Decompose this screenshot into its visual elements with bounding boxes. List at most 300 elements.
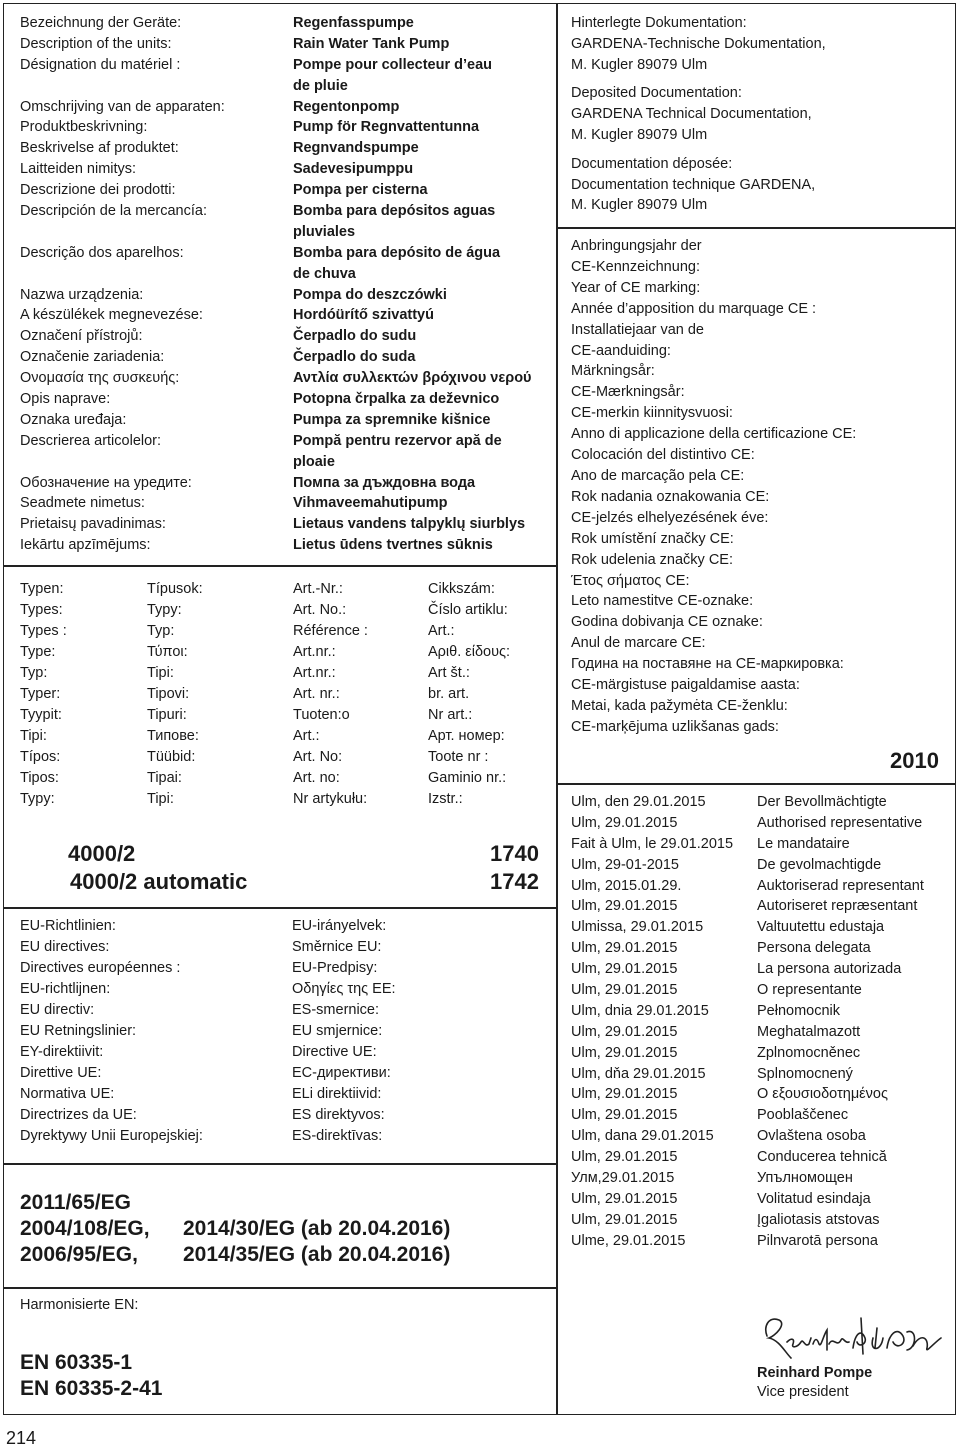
unit-value: Pompă pentru rezervor apă de [293, 432, 502, 449]
ce-label: Year of CE marking: [571, 279, 701, 296]
article-label: br. art. [428, 686, 470, 702]
signature-place-date: Ulm, 29.01.2015 [571, 1086, 678, 1103]
unit-label: A készülékek megnevezése: [20, 307, 203, 324]
article-label: Gaminio nr.: [428, 770, 507, 786]
article-label: Art. No: [293, 749, 343, 765]
documentation-line: Documentation déposée: [571, 155, 733, 172]
unit-value: Potopna črpalka za deževnico [293, 391, 500, 408]
type-label: Type: [20, 644, 56, 660]
unit-label [20, 264, 293, 285]
type-label: Typy: [147, 602, 182, 618]
signature-row [571, 834, 951, 855]
unit-row [20, 493, 552, 514]
unit-label: Omschrijving van de apparaten: [20, 98, 225, 115]
directive-label: EU directives: [20, 939, 110, 955]
ce-label: Leto namestitve CE-oznake: [571, 593, 754, 610]
signature-row [571, 876, 951, 897]
directive-line-2 [20, 1216, 451, 1242]
unit-label: Označenie zariadenia: [20, 349, 165, 366]
types-row [20, 600, 280, 621]
ce-label: Godina dobivanja CE oznake: [571, 614, 763, 631]
signature-role: Auktoriserad representant [757, 877, 924, 894]
unit-value: Sadevesipumppu [293, 161, 414, 178]
directive-label: ES direktyvos: [292, 1107, 385, 1123]
signature-role: De gevolmachtigde [757, 856, 882, 873]
handwritten-signature [757, 1308, 947, 1368]
signature-row [571, 792, 951, 813]
unit-label: Descrição dos aparelhos: [20, 244, 184, 261]
types-row [20, 642, 280, 663]
article-label: Арт. номер: [428, 728, 505, 744]
unit-row [20, 13, 552, 34]
directive-lvd-old: 2006/95/EG, [20, 1243, 138, 1266]
unit-value: de pluie [293, 77, 348, 94]
article-label: Art.-Nr.: [293, 581, 343, 597]
types-row [20, 663, 280, 684]
unit-label [20, 76, 293, 97]
directive-emc-new: 2014/30/EG (ab 20.04.2016) [183, 1217, 451, 1240]
page-number: 214 [6, 1428, 37, 1448]
unit-value: Regentonpomp [293, 98, 400, 115]
unit-value: Bomba para depósitos aguas [293, 203, 496, 220]
types-row [20, 768, 280, 789]
unit-value: Bomba para depósito de água [293, 244, 501, 261]
documentation-line: Documentation technique GARDENA, [571, 176, 816, 193]
signature-row [571, 980, 951, 1001]
ce-year: 2010 [890, 748, 939, 773]
signature-row [571, 855, 951, 876]
signature-row [571, 896, 951, 917]
type-label: Tipi: [147, 665, 174, 681]
signature-place-date: Ulm, den 29.01.2015 [571, 794, 706, 810]
signature-role: La persona autorizada [757, 961, 902, 978]
article-number-labels [293, 579, 553, 810]
model-row-2 [70, 868, 550, 896]
article-label: Référence : [293, 623, 368, 639]
unit-label: Désignation du matériel : [20, 56, 181, 73]
unit-row [20, 389, 552, 410]
unit-row [20, 410, 552, 431]
ce-label: Colocación del distintivo CE: [571, 447, 755, 464]
signature-role: Valtuutettu edustaja [757, 919, 885, 936]
divider-numbers-harmonised [3, 1287, 556, 1289]
directive-label: Dyrektywy Unii Europejskiej: [20, 1128, 203, 1144]
documentation-line: GARDENA-Technische Dokumentation, [571, 35, 826, 52]
directive-label: Οδηγίες της ΕΕ: [292, 981, 396, 997]
unit-label: Nazwa urządzenia: [20, 286, 144, 303]
documentation-line: Hinterlegte Dokumentation: [571, 15, 747, 31]
unit-value: Αντλία συλλεκτών βρόχινου νερού [293, 370, 532, 387]
directive-label: Normativa UE: [20, 1086, 115, 1102]
unit-row [20, 222, 552, 243]
unit-label: Laitteiden nimitys: [20, 161, 137, 178]
ce-label: Година на поставяне на СЕ-маркировка: [571, 656, 844, 673]
directive-numbers [20, 1190, 451, 1268]
directive-lvd-new: 2014/35/EG (ab 20.04.2016) [183, 1243, 451, 1266]
article-row [293, 600, 553, 621]
unit-value: Rain Water Tank Pump [293, 35, 450, 52]
documentation-block [571, 13, 951, 75]
signature-place-date: Ulmissa, 29.01.2015 [571, 919, 704, 936]
types-row [20, 579, 280, 600]
signature-role: Pełnomocnik [757, 1002, 841, 1019]
unit-label: Description of the units: [20, 35, 172, 52]
signature-place-date: Fait à Ulm, le 29.01.2015 [571, 835, 734, 852]
types-row [20, 789, 280, 810]
signature-role: Volitatud esindaja [757, 1190, 871, 1207]
type-label: Types : [20, 623, 67, 639]
documentation-block [571, 83, 951, 145]
unit-value: Vihmaveemahutipump [293, 495, 448, 512]
signature-place-date: Ulm, 29.01.2015 [571, 814, 678, 831]
unit-label [20, 222, 293, 243]
type-label: Types: [20, 602, 63, 618]
ce-label: Ano de marcação pela CE: [571, 467, 745, 484]
documentation-line: Deposited Documentation: [571, 85, 742, 102]
unit-row [20, 452, 552, 473]
unit-value: Regenfasspumpe [293, 15, 414, 31]
types-row [20, 705, 280, 726]
unit-value: de chuva [293, 265, 356, 282]
type-label: Tipuri: [147, 707, 187, 723]
ce-label: Anbringungsjahr der [571, 238, 702, 254]
unit-row [20, 431, 552, 452]
directive-line-1: 2011/65/EG [20, 1191, 131, 1214]
signature-places [571, 792, 951, 1252]
unit-row [20, 117, 552, 138]
article-label: Izstr.: [428, 791, 463, 807]
signature-place-date: Ulm, 29.01.2015 [571, 898, 678, 915]
signature-row [571, 1022, 951, 1043]
article-label: Αριθ. είδους: [428, 644, 511, 660]
type-label: Typen: [20, 581, 64, 597]
ce-label: Rok umístění značky CE: [571, 530, 734, 547]
signature-place-date: Ulm, 29.01.2015 [571, 1149, 678, 1166]
unit-label: Descrizione dei prodotti: [20, 182, 176, 199]
unit-row [20, 473, 552, 494]
unit-label: Označení přístrojů: [20, 328, 143, 345]
signature-row [571, 938, 951, 959]
article-row [293, 705, 553, 726]
signer-name: Reinhard Pompe [757, 1365, 873, 1381]
type-label: Tipi: [20, 728, 47, 744]
signature-row [571, 959, 951, 980]
type-label: Típos: [20, 749, 61, 765]
ce-label: CE-marķējuma uzlikšanas gads: [571, 718, 779, 735]
directive-line-3 [20, 1242, 451, 1268]
ce-label: CE-jelzés elhelyezésének éve: [571, 509, 769, 526]
signature-place-date: Ulm, 29-01-2015 [571, 856, 679, 873]
signature-place-date: Ulm, 29.01.2015 [571, 1211, 678, 1228]
unit-row [20, 138, 552, 159]
unit-label: Ονομασία της συσκευής: [20, 370, 180, 387]
article-label: Nr artykułu: [293, 791, 368, 807]
ce-label: Installatiejaar van de [571, 321, 704, 338]
type-label: Typ: [20, 665, 48, 681]
documentation-line: M. Kugler 89079 Ulm [571, 126, 708, 143]
unit-row [20, 180, 552, 201]
directive-label: EU-richtlijnen: [20, 981, 111, 997]
unit-row [20, 514, 552, 535]
directive-label: EU-Richtlinien: [20, 918, 116, 934]
unit-row [20, 201, 552, 222]
unit-row [20, 243, 552, 264]
unit-row [20, 368, 552, 389]
type-label: Tipi: [147, 791, 174, 807]
unit-label: Prietaisų pavadinimas: [20, 516, 166, 533]
type-label: Tipovi: [147, 686, 190, 702]
unit-label: Descripción de la mercancía: [20, 203, 207, 220]
unit-value: Lietaus vandens talpyklų siurblys [293, 516, 526, 533]
unit-value: pluviales [293, 223, 356, 240]
signature-row [571, 1064, 951, 1085]
directive-label: EU Retningslinier: [20, 1023, 137, 1039]
divider-units-types [3, 565, 556, 567]
signature-role: Įgaliotasis atstovas [757, 1211, 880, 1228]
documentation-line: M. Kugler 89079 Ulm [571, 197, 708, 214]
unit-row [20, 159, 552, 180]
signature-role: Упълномощен [757, 1170, 853, 1187]
article-row [293, 642, 553, 663]
ce-label: Anul de marcare CE: [571, 635, 706, 652]
signature-place-date: Ulm, dana 29.01.2015 [571, 1128, 714, 1145]
signature-row [571, 1001, 951, 1022]
unit-label: Descrierea articolelor: [20, 432, 162, 449]
type-label: Typ: [147, 623, 175, 639]
ce-label: CE-Mærkningsår: [571, 384, 685, 401]
model-name: 4000/2 [68, 841, 136, 866]
unit-row [20, 326, 552, 347]
ce-label: Metai, kada pažymėta CE-ženklu: [571, 697, 788, 714]
article-label: Art.nr.: [293, 644, 336, 660]
directive-label: ЕС-директиви: [292, 1065, 391, 1081]
unit-value: Čerpadlo do sudu [293, 328, 417, 345]
article-row [293, 768, 553, 789]
article-label: Nr art.: [428, 707, 473, 723]
signer-title: Vice president [757, 1384, 849, 1400]
directive-label: Směrnice EU: [292, 939, 382, 955]
type-label: Tipos: [20, 770, 59, 786]
article-row [293, 684, 553, 705]
unit-label: Bezeichnung der Geräte: [20, 15, 182, 31]
signature-row [571, 1147, 951, 1168]
ce-label: Anno di applicazione della certificazione CE: [571, 426, 857, 443]
types-row [20, 726, 280, 747]
unit-row [20, 34, 552, 55]
unit-label: Opis naprave: [20, 391, 111, 408]
documentation-section [571, 13, 951, 224]
unit-label: Beskrivelse af produktet: [20, 140, 179, 157]
type-label: Typy: [20, 791, 55, 807]
article-label: Art.: [428, 623, 455, 639]
documentation-block [571, 154, 951, 216]
signature-role: Conducerea tehnică [757, 1149, 887, 1166]
signature-role: Pilnvarotā persona [757, 1232, 878, 1249]
types-labels [20, 579, 280, 810]
signature-role: O representante [757, 982, 862, 999]
divider-types-directives [3, 907, 556, 909]
type-label: Типове: [147, 728, 199, 744]
unit-label: Iekārtu apzīmējums: [20, 537, 151, 554]
types-row [20, 747, 280, 768]
unit-value: Lietus ūdens tvertnes sūknis [293, 537, 493, 554]
signature-row [571, 1084, 951, 1105]
ce-label: Rok nadania oznakowania CE: [571, 488, 770, 505]
unit-row [20, 97, 552, 118]
signature-place-date: Ulm, 29.01.2015 [571, 940, 678, 957]
article-label: Tuoten:o [293, 707, 350, 723]
standard-item: EN 60335-2-41 [20, 1377, 163, 1400]
article-row [293, 621, 553, 642]
signature-role: Persona delegata [757, 940, 871, 957]
unit-row [20, 305, 552, 326]
type-label: Típusok: [147, 581, 203, 597]
signature-place-date: Ulm, 29.01.2015 [571, 1190, 678, 1207]
signature-place-date: Улм,29.01.2015 [571, 1170, 675, 1187]
directive-label: EU smjernice: [292, 1023, 383, 1039]
unit-label: Обозначение на уредите: [20, 474, 192, 491]
standard-item: EN 60335-1 [20, 1351, 133, 1374]
article-label: Art. nr.: [293, 686, 340, 702]
unit-label: Oznaka uređaja: [20, 411, 127, 428]
article-row [293, 726, 553, 747]
signature-role: Ο εξουσιοδοτημένος [757, 1086, 888, 1103]
unit-row [20, 76, 552, 97]
model-article-number: 1740 [490, 841, 539, 866]
signature-role: Pooblaščenec [757, 1107, 849, 1124]
signature-icon [757, 1308, 947, 1364]
signature-place-date: Ulm, 29.01.2015 [571, 1023, 678, 1040]
model-row-1 [68, 840, 548, 868]
ce-label: CE-merkin kiinnitysvuosi: [571, 405, 733, 422]
directives-labels-left [20, 916, 203, 1147]
unit-value: Pompa do deszczówki [293, 286, 447, 303]
ce-label: CE-märgistuse paigaldamise aasta: [571, 677, 800, 694]
signature-role: Le mandataire [757, 835, 850, 852]
unit-label: Produktbeskrivning: [20, 119, 148, 136]
directive-label: Directive UE: [292, 1044, 377, 1060]
signature-role: Zplnomocněnec [757, 1044, 861, 1061]
signature-place-date: Ulme, 29.01.2015 [571, 1232, 686, 1249]
directive-label: Directives européennes : [20, 960, 181, 976]
directive-label: EU directiv: [20, 1002, 95, 1018]
divider-doc-ce [556, 227, 956, 229]
signature-place-date: Ulm, 29.01.2015 [571, 982, 678, 999]
unit-value: Regnvandspumpe [293, 140, 419, 157]
directive-label: EY-direktiivit: [20, 1044, 104, 1060]
signature-row [571, 1210, 951, 1231]
article-row [293, 747, 553, 768]
article-row [293, 663, 553, 684]
unit-value: Помпа за дъждовна вода [293, 474, 476, 491]
article-label: Art. no: [293, 770, 340, 786]
unit-value: Pompe pour collecteur d’eau [293, 56, 493, 73]
signature-role: Meghatalmazott [757, 1023, 861, 1040]
type-label: Tüübid: [147, 749, 196, 765]
signature-row [571, 1043, 951, 1064]
directive-label: Directrizes da UE: [20, 1107, 137, 1123]
directive-label: EU-irányelvek: [292, 918, 387, 934]
article-label: Art. No.: [293, 602, 347, 618]
article-row [293, 579, 553, 600]
directive-label: ES-smernice: [292, 1002, 380, 1018]
model-name: 4000/2 automatic [70, 869, 248, 894]
ce-label: Rok udelenia značky CE: [571, 551, 733, 568]
unit-row [20, 347, 552, 368]
article-label: Toote nr : [428, 749, 489, 765]
unit-row [20, 285, 552, 306]
signature-place-date: Ulm, 29.01.2015 [571, 961, 678, 978]
unit-row [20, 55, 552, 76]
ce-label: Märkningsår: [571, 363, 655, 380]
article-label: Číslo artiklu: [428, 602, 508, 618]
directive-label: ELi direktiivid: [292, 1086, 382, 1102]
documentation-line: GARDENA Technical Documentation, [571, 106, 812, 123]
signature-role: Authorised representative [757, 814, 923, 831]
directive-emc-old: 2004/108/EG, [20, 1217, 150, 1240]
signature-place-date: Ulm, dňa 29.01.2015 [571, 1065, 706, 1082]
unit-label: Seadmete nimetus: [20, 495, 145, 512]
unit-value: Pumpa za spremnike kišnice [293, 411, 491, 428]
ce-marking-labels [571, 236, 856, 738]
unit-value: Hordóürítő szivattyú [293, 307, 434, 324]
signature-place-date: Ulm, 29.01.2015 [571, 1044, 678, 1061]
article-label: Art št.: [428, 665, 470, 681]
article-label: Art.: [293, 728, 320, 744]
signature-place-date: Ulm, dnia 29.01.2015 [571, 1002, 709, 1019]
unit-value: ploaie [293, 453, 335, 470]
standards-list [20, 1350, 162, 1402]
unit-value: Pompa per cisterna [293, 182, 428, 199]
article-label: Cikkszám: [428, 581, 495, 597]
types-row [20, 684, 280, 705]
ce-label: Έτος σήματος CE: [571, 572, 690, 589]
type-label: Tyypit: [20, 707, 62, 723]
signature-role: Splnomocnený [757, 1065, 853, 1082]
article-label: Art.nr.: [293, 665, 336, 681]
units-section [20, 13, 552, 556]
directive-label: Direttive UE: [20, 1065, 102, 1081]
signature-row [571, 1189, 951, 1210]
signature-row [571, 813, 951, 834]
ce-label: Année d’apposition du marquage CE : [571, 300, 817, 317]
signature-role: Autoriseret repræsentant [757, 898, 918, 915]
divider-ce-signatures [556, 783, 956, 785]
unit-value: Čerpadlo do suda [293, 349, 416, 366]
documentation-line: M. Kugler 89079 Ulm [571, 56, 708, 73]
directive-label: EU-Predpisy: [292, 960, 378, 976]
model-article-number: 1742 [490, 869, 539, 894]
signature-row [571, 1105, 951, 1126]
signature-row [571, 1231, 951, 1252]
unit-row [20, 264, 552, 285]
signature-place-date: Ulm, 2015.01.29. [571, 877, 682, 894]
harmonised-label: Harmonisierte EN: [20, 1297, 139, 1313]
signature-place-date: Ulm, 29.01.2015 [571, 1107, 678, 1124]
unit-row [20, 535, 552, 556]
divider-directives-numbers [3, 1163, 556, 1165]
unit-value: Pump för Regnvattentunna [293, 119, 480, 136]
directives-labels-right [292, 916, 396, 1147]
ce-label: CE-Kennzeichnung: [571, 258, 700, 275]
signature-role: Ovlaštena osoba [757, 1128, 866, 1145]
column-divider [556, 3, 558, 1415]
type-label: Typer: [20, 686, 61, 702]
directive-label: ES-direktīvas: [292, 1128, 383, 1144]
signature-row [571, 1168, 951, 1189]
signature-role: Der Bevollmächtigte [757, 794, 887, 810]
type-label: Tipai: [147, 770, 182, 786]
